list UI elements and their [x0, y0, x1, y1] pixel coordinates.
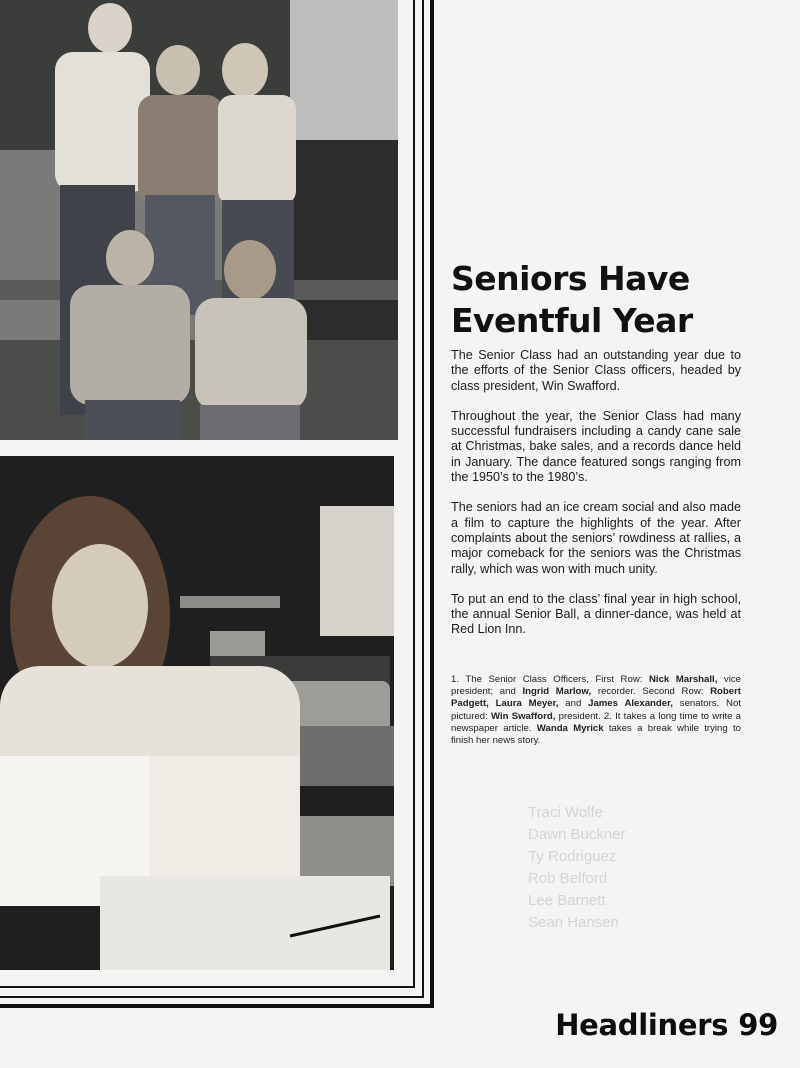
- caption-name: Robert Padgett, Laura Meyer,: [451, 686, 741, 710]
- bleed-through-name: Sean Hansen: [528, 914, 619, 931]
- bleed-through-name: Traci Wolfe: [528, 804, 604, 821]
- student-at-desk-photo: [0, 456, 394, 970]
- vertical-rule: [430, 0, 434, 1008]
- section-title: Headliners: [555, 1008, 729, 1042]
- bleed-through-name: Rob Belford: [528, 870, 608, 887]
- vertical-rule: [422, 0, 424, 998]
- class-officers-photo: [0, 0, 398, 440]
- page-number: 99: [738, 1008, 778, 1042]
- page-footer: [555, 1008, 778, 1042]
- body-paragraph: To put an end to the class’ final year in high school, the annual Senior Ball, a dinner-dance, was held at Red Lion Inn.: [451, 591, 741, 637]
- photo-caption: [451, 674, 741, 747]
- body-paragraph: Throughout the year, the Senior Class had many successful fundraisers including a candy cane sale at Christmas, bake sales, and a records dance held in January. The dance featured songs ranging from the 1950’s to the 1980’s.: [451, 408, 741, 485]
- article-body: [451, 348, 741, 653]
- horizontal-rule: [0, 996, 424, 998]
- body-paragraph: The Senior Class had an outstanding year due to the efforts of the Senior Class officers, headed by class president, Win Swafford.: [451, 348, 741, 393]
- caption-name: Nick Marshall,: [648, 674, 718, 685]
- caption-name: James Alexander,: [588, 698, 673, 710]
- caption-name: Win Swafford,: [491, 710, 556, 722]
- bleed-through-name: Ty Rodriguez: [528, 848, 617, 865]
- headline-line-2: Eventful Year: [451, 301, 693, 340]
- headline-line-1: Seniors Have: [451, 259, 690, 298]
- horizontal-rule: [0, 1004, 434, 1008]
- body-paragraph: The seniors had an ice cream social and also made a film to capture the highlights of the year. After complaints about the seniors’ rowdiness at rallies, a major comeback for the seniors was the Christmas rally, which was won with much unity.: [451, 500, 741, 576]
- caption-text: vice president; and: [451, 674, 741, 698]
- vertical-rule: [413, 0, 415, 988]
- caption-text: senators. Not pictured:: [451, 698, 741, 722]
- horizontal-rule: [0, 986, 415, 988]
- bleed-through-name: Dawn Buckner: [528, 826, 626, 843]
- caption-text: recorder. Second Row:: [591, 686, 711, 698]
- caption-text: 1. The Senior Class Officers, First Row:: [451, 674, 649, 685]
- caption-text: and: [558, 698, 589, 710]
- caption-text: takes a break while trying to finish her news story.: [451, 722, 741, 747]
- bleed-through-name: Lee Barnett: [528, 892, 606, 909]
- caption-name: Wanda Myrick: [536, 722, 604, 734]
- article-headline: [451, 258, 781, 342]
- caption-text: president. 2. It takes a long time to write a newspaper article.: [451, 710, 741, 734]
- caption-name: Ingrid Marlow,: [522, 686, 592, 698]
